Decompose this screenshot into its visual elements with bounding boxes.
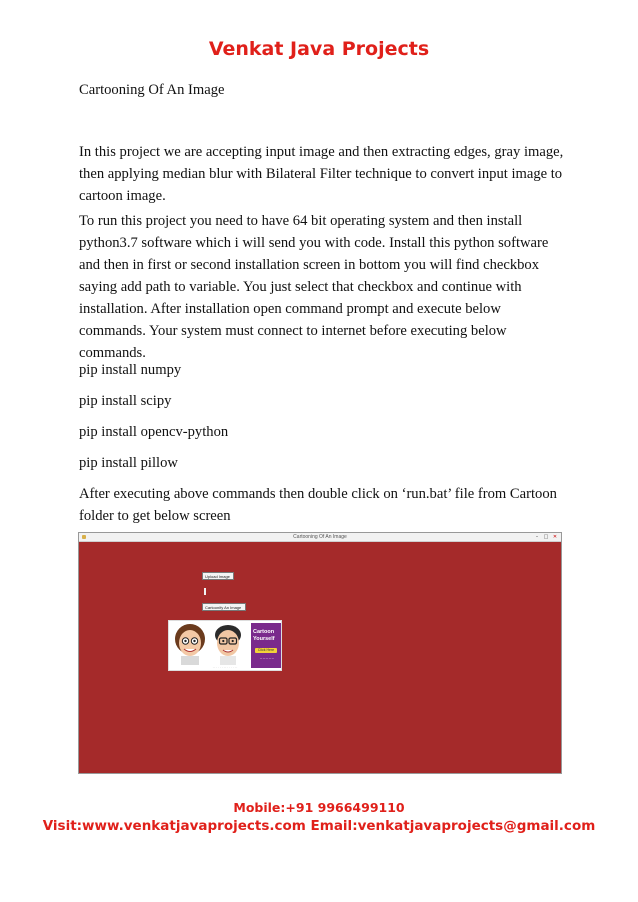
app-title-bar	[79, 533, 561, 542]
command-line-opencv: pip install opencv-python	[79, 424, 229, 440]
preview-caption: · · · · · · · · · · · · · ·	[212, 665, 238, 669]
footer-mobile: Mobile:+91 9966499110	[233, 800, 405, 815]
command-line-pillow: pip install pillow	[79, 455, 178, 471]
app-screenshot	[78, 532, 562, 774]
promo-title: Cartoon Yourself	[253, 629, 275, 642]
command-line-scipy: pip install scipy	[79, 393, 172, 409]
document-title: Cartooning Of An Image	[79, 82, 225, 98]
paragraph-run-instructions: After executing above commands then double click on ‘run.bat’ file from Cartoon folder to get below screen	[79, 486, 557, 524]
cartoon-face-man-icon	[211, 623, 245, 665]
path-label-indicator	[204, 588, 206, 595]
promo-panel	[251, 623, 281, 668]
image-preview	[168, 620, 282, 671]
minimize-icon[interactable]: –	[535, 534, 539, 540]
upload-image-button[interactable]: Upload Image	[202, 572, 234, 580]
app-window-title: Cartooning Of An Image	[293, 534, 347, 540]
promo-click-button: Click Here	[255, 648, 277, 653]
close-icon[interactable]: ✕	[552, 534, 558, 540]
page-header-title: Venkat Java Projects	[208, 38, 430, 60]
maximize-icon[interactable]: □	[543, 534, 549, 540]
paragraph-intro: In this project we are accepting input image and then extracting edges, gray image, then applying median blur with Bilateral Filter technique to convert input image to cartoon image.	[79, 144, 564, 204]
promo-script-text: ~~~~~	[259, 657, 275, 661]
paragraph-instructions: To run this project you need to have 64 bit operating system and then install python3.7 software which i will send you with code. Install this python software and then in first or second installation screen in bottom you will find checkbox saying add path to variable. You just select that checkbox and continue with installation. After installation open command prompt and execute below commands. Your system must connect to internet before executing below commands.	[79, 213, 549, 361]
command-line-numpy: pip install numpy	[79, 362, 182, 378]
footer-contact: Visit:www.venkatjavaprojects.com Email:venkatjavaprojects@gmail.com	[42, 818, 596, 834]
cartoon-face-woman-icon	[173, 623, 207, 665]
cartoonify-image-button[interactable]: Cartoonify An Image	[202, 603, 246, 611]
